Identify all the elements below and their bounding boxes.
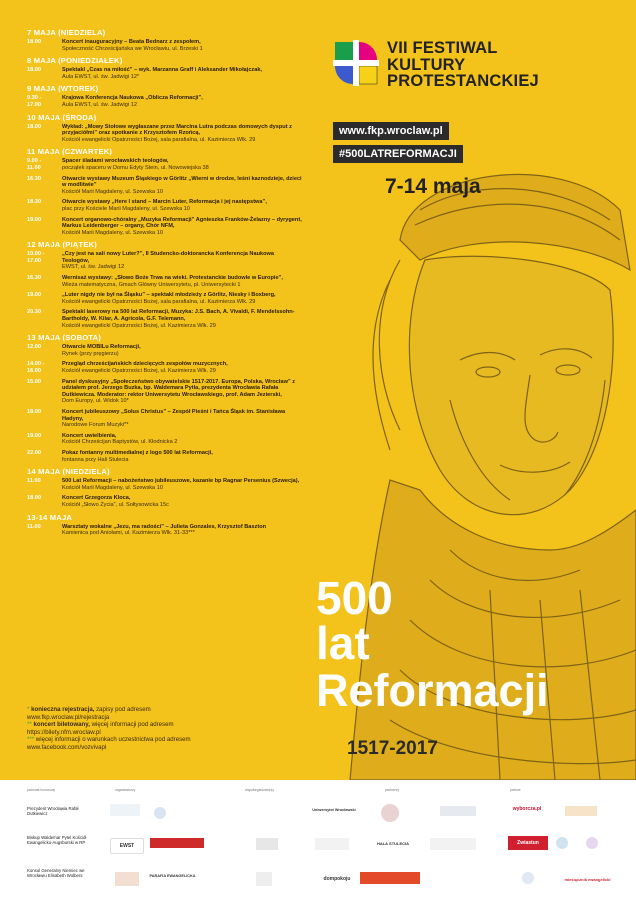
event-venue: Aula EWST, ul. św. Jadwigi 12* xyxy=(62,73,140,80)
sponsor-logo-parafia: PARAFIA EWANGELICKA xyxy=(149,874,196,878)
sponsor-logo-dompokoju: dompokoju xyxy=(323,876,351,882)
event-venue: Kościół ewangelicki Opatrzności Bożej, ul. Kazimierza Wlk. 29 xyxy=(62,322,216,329)
event-time: 19.00 xyxy=(27,292,41,299)
footnote-mark: * xyxy=(27,706,30,713)
event-row xyxy=(27,292,302,305)
event-time: 12.00 xyxy=(27,344,41,351)
event-row xyxy=(27,344,302,357)
event-venue: Dom Europy, ul. Widok 10* xyxy=(62,398,129,405)
event-title: Przegląd chrześcijańskich dziecięcych zespołów muzycznych, xyxy=(62,361,228,368)
schedule xyxy=(27,24,302,541)
event-venue: Kościół „Słowo Życia”, ul. Sołtysowicka 15c xyxy=(62,501,169,508)
footnote-text: więcej informacji pod adresem xyxy=(91,721,174,729)
day-title: 8 MAJA (PONIEDZIAŁEK) xyxy=(27,56,123,66)
sponsor-header: współorganizatorzy xyxy=(245,788,275,792)
event-title: „Luter nigdy nie był na Śląsku” – spektakl młodzieży z Görlitz, Niesky i Boxberg, xyxy=(62,292,276,299)
day-title: 10 MAJA (ŚRODA) xyxy=(27,112,97,122)
event-title: Otwarcie wystawy Muzeum Śląskiego w Görlitz „Wierni w drodze, leśni kaznodzieje, dzieci w modlitwie” xyxy=(62,175,302,189)
event-row xyxy=(27,67,302,80)
event-time: 14.00 - 16.00 xyxy=(27,361,45,374)
event-time: 18.00 xyxy=(27,408,41,415)
day-title: 11 MAJA (CZWARTEK) xyxy=(27,147,113,157)
event-time: 19.00 xyxy=(27,216,41,223)
event-time: 10.00 - 17.00 xyxy=(27,251,45,264)
footnotes xyxy=(27,706,317,752)
footnote-2 xyxy=(27,721,317,729)
event-title: Spacer śladami wrocławskich teologów, xyxy=(62,158,169,165)
years-range: 1517-2017 xyxy=(347,738,438,759)
event-time: 11.00 xyxy=(27,478,41,485)
event-row xyxy=(27,433,302,446)
event-title: Warsztaty wokalne „Jezu, ma radości” – Julieta Gonzales, Krzysztof Baszton xyxy=(62,523,267,530)
event-title: Spektakl „Czas na miłość” – wyk. Marzanna Graff i Aleksander Mikołajczak, xyxy=(62,67,263,74)
sponsor-header: organizatorzy xyxy=(115,788,136,792)
event-time: 15.00 xyxy=(27,378,41,385)
event-time: 18.00 xyxy=(27,123,41,130)
sponsor-logo-zwiastun: Zwiastun xyxy=(508,836,548,850)
footnote-text: więcej informacji o warunkach uczestnictwa pod adresem xyxy=(35,736,191,744)
footnote-mark: *** xyxy=(27,736,35,744)
event-time: 11.00 xyxy=(27,523,41,530)
footnote-mark: ** xyxy=(27,721,32,729)
day-title: 14 MAJA (NIEDZIELA) xyxy=(27,467,110,477)
event-title: Wernisaż wystawy: „Słowo Boże Trwa na wieki. Protestanckie budowle w Europie”, xyxy=(62,275,283,282)
event-venue: plac przy Kościele Marii Magdaleny, ul. Szewska 10 xyxy=(62,205,190,212)
event-venue: EWST, ul. św. Jadwigi 12 xyxy=(62,264,125,271)
event-title: Spektakl laserowy na 500 lat Reformacji, Muzyka: J.S. Bach, A. Vivaldi, F. Mendelssohn-Bartholdy, W. Kilar, A. Agricola, G.F. Telemann, xyxy=(62,309,295,323)
event-venue: Kościół ewangelicki Opatrzności Bożej, sala parafialna, ul. Kazimierza Wlk. 29 xyxy=(62,136,256,143)
festival-title-line-2: KULTURY xyxy=(387,55,466,74)
festival-dates: 7-14 maja xyxy=(385,175,481,198)
event-title: Koncert organowo-chóralny „Muzyka Reformacji” Agnieszka Franków-Żelazny – dyrygent, Markus Leidenberger – organy, Chór NFM, xyxy=(62,216,302,230)
event-title: „Czy jest na sali nowy Luter?”, II Studencko-doktorancka Konferencja Naukowa Teologów, xyxy=(62,251,274,264)
footnote-link-facebook[interactable]: www.facebook.com/vozvivapl xyxy=(27,743,107,751)
big-lat: lat xyxy=(316,617,370,669)
patron-bishop: Biskup Waldemar Pytel Kościół Ewangelicko-Augsburski w RP xyxy=(27,835,87,845)
event-row xyxy=(27,495,302,508)
event-row xyxy=(27,309,302,329)
event-venue: Kościół Marii Magdaleny, ul. Szewska 10 xyxy=(62,188,163,195)
event-time: 9.30 - 17.00 xyxy=(27,95,42,108)
event-venue: fontanna przy Hali Stulecia xyxy=(62,456,129,463)
day-title: 13 MAJA (SOBOTA) xyxy=(27,333,102,343)
hashtag-label: #500LATREFORMACJI xyxy=(333,145,463,163)
event-venue: Kościół ewangelicki Opatrzności Bożej, sala parafialna, ul. Kazimierza Wlk. 29 xyxy=(62,298,256,305)
big-500: 500 xyxy=(316,572,393,624)
event-title: Koncert uwielbienia, xyxy=(62,432,117,439)
patron-president: Prezydent Wrocławia Rafał Dutkiewicz xyxy=(27,806,79,816)
event-title: Koncert inauguracyjny – Beata Bednarz z zespołem, xyxy=(62,39,201,45)
event-time: 18.00 xyxy=(27,67,41,74)
footnote-bold: koncert biletowany, xyxy=(33,721,90,729)
event-title: Koncert Grzegorza Kloca, xyxy=(62,495,131,502)
event-row xyxy=(27,39,302,52)
day-title: 7 MAJA (NIEDZIELA) xyxy=(27,28,106,37)
event-row xyxy=(27,478,302,491)
big-reformacji: Reformacji xyxy=(316,665,549,716)
event-row xyxy=(27,361,302,374)
event-venue: Kościół ewangelicki Opatrzności Bożej, ul. Kazimierza Wlk. 29 xyxy=(62,368,216,374)
event-title: Wykład: „Mowy Stołowe wygłaszane przez Marcina Lutra podczas domowych dysput z przyjaciółmi” oraz spotkanie z Krzysztofem Rzońcą, xyxy=(62,123,292,137)
event-time: 16.30 xyxy=(27,175,41,182)
event-row xyxy=(27,275,302,288)
footnote-1 xyxy=(27,706,317,714)
sponsor-logo-uwr: Uniwersytet Wrocławski xyxy=(312,808,356,812)
day-title: 9 MAJA (WTOREK) xyxy=(27,84,99,94)
festival-title-line-1: VII FESTIWAL xyxy=(387,39,498,57)
event-title: Krajowa Konferencja Naukowa „Oblicza Reformacji”, xyxy=(62,95,203,102)
event-venue: Społeczność Chrześcijańska we Wrocławiu, ul. Brzeski 1 xyxy=(62,45,203,52)
footnote-bold: konieczna rejestracja, xyxy=(31,706,95,713)
event-row xyxy=(27,409,302,429)
event-row xyxy=(27,524,302,537)
event-time: 22.00 xyxy=(27,449,41,456)
event-title: 500 Lat Reformacji – nabożeństwo jubileuszowe, kazanie bp Ragnar Persenius (Szwecja), xyxy=(62,478,300,485)
footnote-link-tickets[interactable]: https://bilety.nfm.wroclaw.pl xyxy=(27,728,101,736)
event-title: Panel dyskusyjny „Społeczeństwo obywatelskie 1517-2017. Europa, Polska, Wrocław” z udziałem prof. Jerzego Buzka, bp. Waldemara Pytla, prezydenta Wrocławia Rafała Dutkiewicza. Moderator: rektor Uniwersytetu Wrocławskiego, prof. Adam Jezierski, xyxy=(62,378,296,398)
event-title: Otwarcie wystawy „Here I stand – Marcin Luter, Reformacja i jej następstwa”, xyxy=(62,199,267,206)
event-row xyxy=(27,217,302,237)
festival-logo-icon xyxy=(333,40,379,86)
event-time: 20.30 xyxy=(27,309,41,316)
sponsor-logo-placeholders xyxy=(0,780,636,900)
event-title: Koncert jubileuszowy „Solus Christus” – Zespół Pieśni i Tańca Śląsk im. Stanisława Hadyny, xyxy=(62,408,286,422)
sponsor-header: patronat honorowy xyxy=(27,788,56,792)
patron-consul: Konsul Generalny Niemiec we Wrocławiu Elisabeth Wolbers xyxy=(27,868,85,878)
sponsor-logo-wyborcza: wyborcza.pl xyxy=(512,806,542,812)
sponsor-header: patroni xyxy=(510,788,521,792)
festival-title-line-3: PROTESTANCKIEJ xyxy=(387,72,539,90)
event-venue: Kamienica pod Aniołami, ul. Kazimierza Wlk. 31-33*** xyxy=(62,530,195,537)
sponsor-header: partnerzy xyxy=(385,788,400,792)
event-row xyxy=(27,199,302,212)
event-venue: Kościół Chrześcijan Baptystów, ul. Kłodnicka 2 xyxy=(62,439,178,446)
event-venue: Rynek (przy pręgierzu) xyxy=(62,350,119,357)
event-row xyxy=(27,176,302,196)
day-title: 13-14 MAJA xyxy=(27,512,73,522)
event-time: 16.30 xyxy=(27,275,41,282)
event-row xyxy=(27,450,302,463)
event-venue: początek spaceru w Domu Edyty Stein, ul. Nowowiejska 38 xyxy=(62,164,209,171)
event-row xyxy=(27,379,302,405)
event-time: 19.00 xyxy=(27,432,41,439)
event-time: 18.00 xyxy=(27,39,41,45)
website-label[interactable]: www.fkp.wroclaw.pl xyxy=(333,122,449,140)
event-title: Pokaz fontanny multimedialnej z logo 500 lat Reformacji, xyxy=(62,449,213,456)
event-time: 18.00 xyxy=(27,495,41,502)
event-row xyxy=(27,158,302,171)
festival-title xyxy=(387,40,539,90)
event-row xyxy=(27,251,302,271)
sponsor-logo-miesiecznik: miesięcznik ewangelicki xyxy=(564,876,611,882)
event-row xyxy=(27,124,302,144)
event-time: 9.00 - 11.00 xyxy=(27,158,42,171)
event-venue: Kościół Marii Magdaleny, ul. Szewska 10 xyxy=(62,229,163,236)
event-venue: Narodowe Forum Muzyki** xyxy=(62,422,129,429)
sponsor-logo-hala: HALA STULECIA xyxy=(376,840,410,846)
footnote-3 xyxy=(27,736,317,744)
sponsor-logo-ewst: EWST xyxy=(110,838,144,854)
footnote-text: zapisy pod adresem xyxy=(96,706,151,713)
event-time: 18.30 xyxy=(27,199,41,206)
footnote-link-registration[interactable]: www.fkp.wroclaw.pl/rejestracja xyxy=(27,713,110,721)
day-title: 12 MAJA (PIĄTEK) xyxy=(27,240,98,250)
event-row xyxy=(27,95,302,108)
event-venue: Kościół Marii Magdaleny, ul. Szewska 10 xyxy=(62,484,163,491)
event-venue: Aula EWST, ul. św. Jadwigi 12 xyxy=(62,101,137,108)
event-venue: Wieża matematyczna, Gmach Główny Uniwersytetu, pl. Uniwersytecki 1 xyxy=(62,281,241,288)
event-title: Otwarcie MOBILu Reformacji, xyxy=(62,344,141,351)
